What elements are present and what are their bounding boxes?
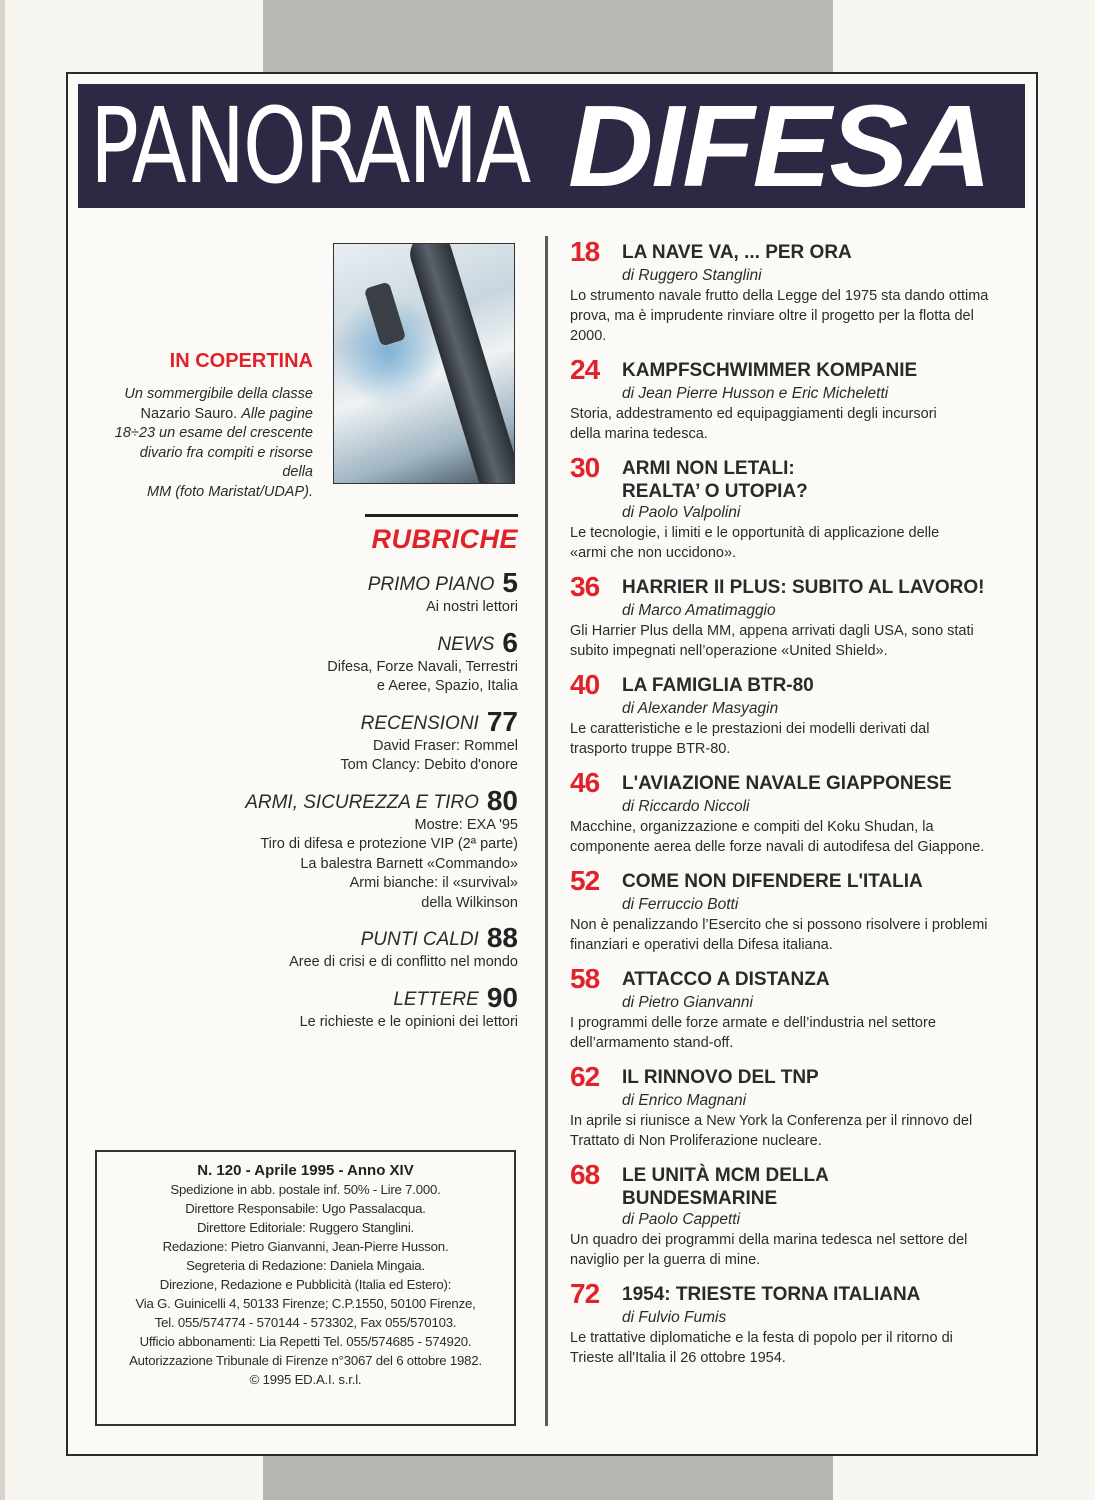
article-description [570, 817, 990, 857]
article-page-number: 18 [570, 236, 600, 267]
article-description-line: Le tecnologie, i limiti e le opportunità di applicazione delle [570, 525, 940, 541]
rubrica-item[interactable] [160, 705, 518, 776]
colophon-line: Direzione, Redazione e Pubblicità (Italia ed Estero): [159, 1277, 452, 1292]
article-title-line: ARMI NON LETALI: [622, 458, 795, 479]
article-header [570, 671, 1030, 699]
cover-caption-line [110, 405, 313, 425]
rubrica-name: ARMI, SICUREZZA E TIRO [245, 791, 479, 813]
article-page-number: 40 [570, 669, 600, 700]
rubrica-page-number: 77 [486, 705, 518, 737]
article-description-line: Le caratteristiche e le prestazioni dei modelli derivati dal [570, 721, 930, 737]
rubrica-page-number: 88 [486, 922, 518, 953]
rubrica-page-number: 5 [502, 567, 518, 598]
article-description [570, 1013, 990, 1053]
cover-caption-text: Alle pagine [241, 405, 313, 422]
article-entry[interactable] [570, 867, 1030, 955]
cover-caption-text: MM (foto Maristat/UDAP). [147, 483, 313, 500]
colophon-line: Direttore Responsabile: Ugo Passalacqua. [185, 1201, 426, 1216]
rubrica-page-number: 80 [486, 784, 518, 816]
rubrica-name: NEWS [437, 633, 495, 655]
rubrica-line: della Wilkinson [421, 894, 518, 911]
article-author: di Pietro Gianvanni [622, 994, 753, 1011]
colophon-line: Ufficio abbonamenti: Lia Repetti Tel. 055/574685 - 574920. [139, 1334, 472, 1349]
article-description [570, 404, 990, 444]
article-title-line: BUNDESMARINE [622, 1188, 778, 1209]
article-entry[interactable] [570, 454, 1030, 563]
article-description-line: Lo strumento navale frutto della Legge del 1975 sta dando ottima [570, 288, 989, 304]
article-description [570, 1111, 990, 1151]
article-description-line: Un quadro dei programmi della marina tedesca nel settore del [570, 1232, 968, 1248]
article-author: di Paolo Valpolini [622, 504, 741, 521]
rubrica-item[interactable] [160, 626, 518, 697]
article-author: di Fulvio Fumis [622, 1309, 727, 1326]
rubrica-heading [160, 626, 518, 658]
rubrica-page-number: 6 [502, 626, 518, 658]
article-description-line: dell’armamento stand-off. [570, 1035, 734, 1051]
rubrica-line: David Fraser: Rommel [372, 737, 518, 754]
rubrica-line: e Aeree, Spazio, Italia [376, 678, 518, 694]
article-author: di Alexander Masyagin [622, 700, 779, 717]
rubriche-heading: RUBRICHE [371, 524, 518, 554]
colophon-line: © 1995 ED.A.I. s.r.l. [249, 1372, 362, 1387]
rubrica-line: La balestra Barnett «Commando» [300, 855, 518, 872]
page-edge [0, 0, 5, 1500]
article-author: di Ruggero Stanglini [622, 267, 762, 284]
article-entry[interactable] [570, 1063, 1030, 1151]
article-title-line: HARRIER II PLUS: SUBITO AL LAVORO! [622, 577, 985, 598]
article-description-line: naviglio per la guerra di mine. [570, 1252, 761, 1268]
article-page-number: 24 [570, 354, 600, 385]
cover-caption-line [110, 385, 313, 405]
colophon-line: Redazione: Pietro Gianvanni, Jean-Pierre Husson. [162, 1239, 449, 1254]
rubrica-item[interactable] [160, 922, 518, 973]
article-title-line: IL RINNOVO DEL TNP [622, 1067, 819, 1088]
article-description-line: finanziari e operativi della Difesa italiana. [570, 937, 833, 953]
rubrica-item[interactable] [160, 981, 518, 1033]
article-description [570, 915, 990, 955]
rubrica-line: Aree di crisi e di conflitto nel mondo [289, 954, 518, 970]
article-description-line: I programmi delle forze armate e dell’industria nel settore [570, 1015, 936, 1031]
article-title-line: LA NAVE VA, ... PER ORA [622, 242, 852, 263]
article-page-number: 36 [570, 571, 600, 602]
colophon-line: Tel. 055/574774 - 570144 - 573302, Fax 055/570103. [154, 1315, 457, 1330]
colophon-line: Via G. Guinicelli 4, 50133 Firenze; C.P.1550, 50100 Firenze, [135, 1296, 476, 1311]
rubrica-line: Tiro di difesa e protezione VIP (2ª parte) [260, 836, 518, 852]
cover-heading: IN COPERTINA [169, 350, 313, 372]
article-page-number: 46 [570, 767, 600, 798]
article-description-line: 2000. [570, 328, 607, 344]
article-page-number: 58 [570, 963, 600, 994]
article-entry[interactable] [570, 573, 1030, 661]
article-title [622, 573, 984, 599]
article-header [570, 1280, 1030, 1308]
article-title [622, 1063, 819, 1089]
article-author: di Marco Amatimaggio [622, 602, 776, 619]
article-header [570, 867, 1030, 895]
article-description-line: prova, ma è imprudente rinviare oltre il progetto per la flotta del [570, 308, 974, 324]
rubrica-line: Ai nostri lettori [426, 599, 518, 615]
article-entry[interactable] [570, 671, 1030, 759]
rubrica-heading [160, 922, 518, 953]
article-title-line: LA FAMIGLIA BTR-80 [622, 675, 814, 696]
cover-photo [333, 243, 515, 484]
article-description-line: Gli Harrier Plus della MM, appena arrivati dagli USA, sono stati [570, 623, 974, 639]
article-title [622, 1280, 920, 1306]
article-title [622, 454, 808, 503]
article-title [622, 867, 923, 893]
article-title-line: L'AVIAZIONE NAVALE GIAPPONESE [622, 773, 952, 794]
masthead-difesa: DIFESA [568, 81, 990, 211]
article-description-line: della marina tedesca. [570, 426, 708, 442]
article-description-line: trasporto truppe BTR-80. [570, 741, 731, 757]
article-header [570, 965, 1030, 993]
article-header [570, 573, 1030, 601]
rubrica-page-number: 90 [486, 981, 518, 1013]
cover-caption-line [110, 444, 313, 483]
rubrica-heading [160, 705, 518, 737]
colophon-box [95, 1150, 516, 1426]
cover-caption [110, 385, 313, 502]
rubriche-list [160, 567, 518, 1044]
rubrica-line: Le richieste e le opinioni dei lettori [299, 1013, 518, 1030]
grey-band-bottom [263, 1456, 833, 1500]
cover-caption-line [110, 483, 313, 503]
article-description-line: subito impegnati nell’operazione «United Shield». [570, 643, 888, 659]
article-description-line: componente aerea delle forze navali di autodifesa del Giappone. [570, 839, 985, 855]
rubrica-name: PRIMO PIANO [367, 574, 495, 595]
rubrica-heading [160, 981, 518, 1013]
article-description-line: In aprile si riunisce a New York la Conferenza per il rinnovo del [570, 1113, 973, 1129]
rubrica-heading [160, 567, 518, 598]
colophon-line: Segreteria di Redazione: Daniela Mingaia. [186, 1258, 425, 1273]
article-page-number: 68 [570, 1159, 600, 1190]
article-author: di Ferruccio Botti [622, 896, 739, 913]
article-page-number: 72 [570, 1278, 600, 1309]
article-title [622, 356, 917, 382]
cover-caption-text: divario fra compiti e risorse della [139, 444, 313, 480]
article-author: di Jean Pierre Husson e Eric Micheletti [622, 385, 889, 402]
article-author: di Paolo Cappetti [622, 1211, 741, 1228]
article-author: di Enrico Magnani [622, 1092, 747, 1109]
article-entry[interactable] [570, 356, 1030, 444]
rubriche-rule [365, 514, 518, 517]
article-description-line: Storia, addestramento ed equipaggiamenti degli incursori [570, 406, 937, 422]
article-title [622, 769, 952, 795]
article-title [622, 1161, 829, 1210]
rubrica-line: Armi bianche: il «survival» [349, 875, 518, 891]
article-title [622, 965, 830, 991]
article-description-line: Macchine, organizzazione e compiti del Koku Shudan, la [570, 819, 934, 835]
article-header [570, 238, 1030, 266]
article-header [570, 356, 1030, 384]
article-description-line: Le trattative diplomatiche e la festa di popolo per il ritorno di [570, 1330, 953, 1346]
article-title-line: 1954: TRIESTE TORNA ITALIANA [622, 1284, 921, 1305]
article-title-line: ATTACCO A DISTANZA [622, 969, 830, 990]
article-description [570, 621, 990, 661]
colophon-line: Direttore Editoriale: Ruggero Stanglini. [196, 1220, 415, 1235]
colophon-line: Autorizzazione Tribunale di Firenze n°3067 del 6 ottobre 1982. [129, 1353, 482, 1368]
issue-heading: N. 120 - Aprile 1995 - Anno XIV [197, 1162, 414, 1179]
article-page-number: 30 [570, 452, 600, 483]
submarine-sail [364, 282, 406, 347]
article-title [622, 671, 814, 697]
rubrica-name: LETTERE [393, 988, 479, 1010]
article-title-line: COME NON DIFENDERE L'ITALIA [622, 871, 923, 892]
article-description-line: Trattato di Non Proliferazione nucleare. [570, 1133, 822, 1149]
article-entry[interactable] [570, 238, 1030, 346]
article-description [570, 719, 990, 759]
colophon-line: Spedizione in abb. postale inf. 50% - Lire 7.000. [170, 1182, 441, 1197]
submarine-hull [405, 243, 515, 484]
article-description-line: Trieste all'Italia il 26 ottobre 1954. [570, 1350, 786, 1366]
article-description [570, 286, 990, 346]
rubrica-name: RECENSIONI [360, 712, 479, 734]
article-entry[interactable] [570, 965, 1030, 1053]
article-description [570, 1328, 990, 1368]
cover-caption-text: Nazario Sauro. [140, 405, 242, 422]
article-page-number: 62 [570, 1061, 600, 1092]
article-page-number: 52 [570, 865, 600, 896]
article-description [570, 1230, 990, 1270]
article-header [570, 1161, 1030, 1210]
article-header [570, 454, 1030, 503]
articles-list [570, 238, 1030, 1378]
cover-caption-text: 18÷23 un esame del crescente [114, 425, 313, 441]
article-description [570, 523, 990, 563]
rubrica-item[interactable] [160, 567, 518, 618]
article-title [622, 238, 852, 264]
cover-caption-text: Un sommergibile della classe [124, 386, 313, 402]
article-header [570, 1063, 1030, 1091]
article-title-line: LE UNITÀ MCM DELLA [622, 1165, 829, 1186]
masthead [78, 81, 1025, 211]
grey-band-top [263, 0, 833, 73]
rubrica-heading [160, 784, 518, 816]
rubrica-item[interactable] [160, 784, 518, 914]
rubrica-name: PUNTI CALDI [360, 929, 479, 950]
rubrica-line: Tom Clancy: Debito d'onore [340, 757, 518, 773]
article-description-line: Non è penalizzando l’Esercito che si possono risolvere i problemi [570, 917, 988, 933]
rubrica-line: Mostre: EXA '95 [414, 816, 518, 833]
article-header [570, 769, 1030, 797]
article-entry[interactable] [570, 1280, 1030, 1368]
article-author: di Riccardo Niccoli [622, 798, 750, 815]
masthead-panorama: PANORAMA [90, 85, 530, 207]
article-description-line: «armi che non uccidono». [570, 545, 737, 561]
article-title-line: KAMPFSCHWIMMER KOMPANIE [622, 360, 918, 381]
article-title-line: REALTA’ O UTOPIA? [622, 481, 808, 502]
column-divider [545, 236, 548, 1426]
rubrica-line: Difesa, Forze Navali, Terrestri [327, 658, 518, 675]
article-entry[interactable] [570, 769, 1030, 857]
cover-caption-line [110, 424, 313, 444]
article-entry[interactable] [570, 1161, 1030, 1270]
